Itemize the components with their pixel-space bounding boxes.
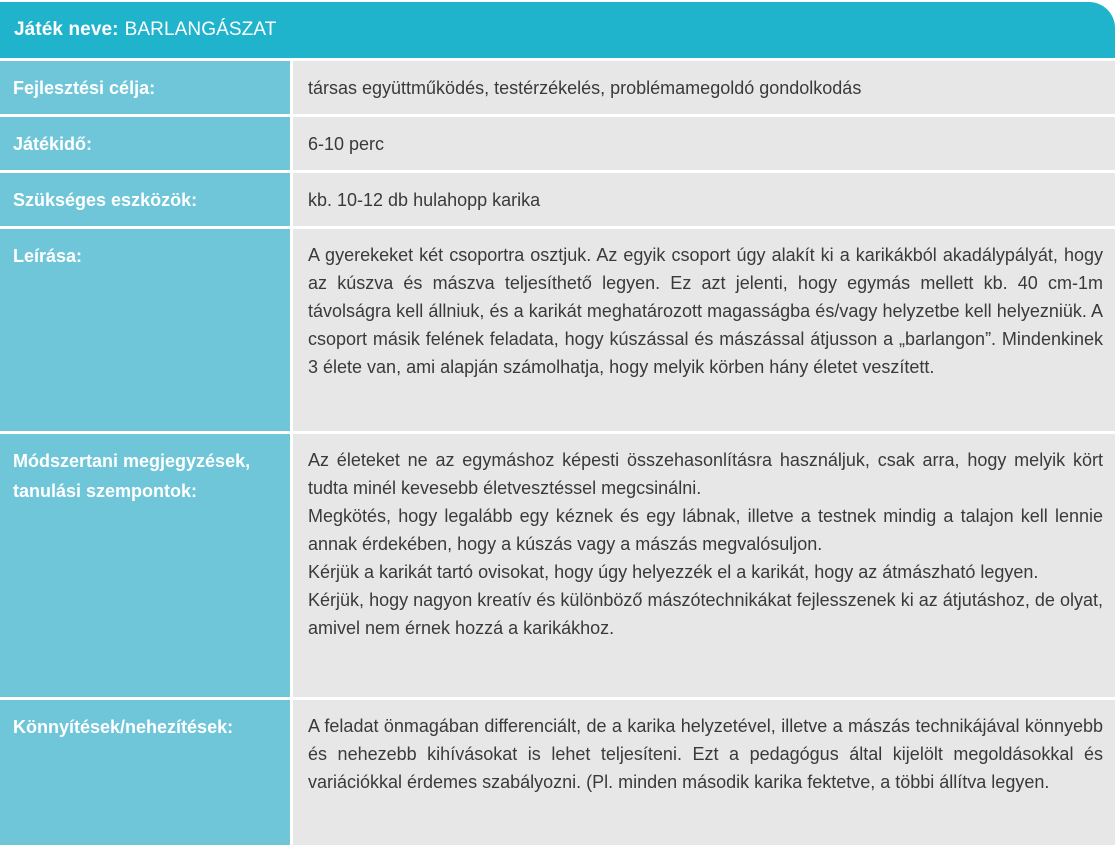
methodology-paragraph: Megkötés, hogy legalább egy kéznek és egy lábnak, illetve a testnek mindig a talajon kell lennie annak érdekében, hogy a kúszás vagy a mászás megvalósuljon. [308,506,1103,554]
methodology-paragraph: Kérjük a karikát tartó ovisokat, hogy úgy helyezzék el a karikát, hogy az átmászható legyen. [308,562,1039,582]
row-methodology [0,434,1115,697]
card-header [0,2,1115,58]
row-duration [0,117,1115,170]
row-duration-value: 6-10 perc [293,117,1115,170]
row-methodology-value [293,434,1115,697]
row-variations-label: Könnyítések/nehezítések: [0,700,290,845]
methodology-paragraph: Az életeket ne az egymáshoz képesti összehasonlításra használjuk, csak arra, hogy melyik kört tudta minél kevesebb életvesztéssel megcsinálni. [308,450,1103,498]
row-variations-value: A feladat önmagában differenciált, de a karika helyzetével, illetve a mászás technikájával könnyebb és nehezebb kihívásokat is lehet teljesíteni. Ezt a pedagógus által kijelölt megoldásokkal és variációkkal érdemes szabályozni. (Pl. minden második karika fektetve, a többi állítva legyen. [293,700,1115,845]
row-goal-label: Fejlesztési célja: [0,61,290,114]
game-name-label: Játék neve: [14,19,119,40]
row-tools-label: Szükséges eszközök: [0,173,290,226]
row-duration-label: Játékidő: [0,117,290,170]
row-variations [0,700,1115,845]
row-tools-value: kb. 10-12 db hulahopp karika [293,173,1115,226]
row-goal-value: társas együttműködés, testérzékelés, problémamegoldó gondolkodás [293,61,1115,114]
row-goal [0,61,1115,114]
row-description-value: A gyerekeket két csoportra osztjuk. Az egyik csoport úgy alakít ki a karikákból akadálypályát, hogy az kúszva és mászva teljesíthető legyen. Ez azt jelenti, hogy egymás mellett kb. 40 cm-1m távolságra kell állniuk, és a karikát meghatározott magasságba és/vagy helyzetbe kell helyezniük. A csoport másik felének feladata, hogy kúszással és mászással átjusson a „barlangon”. Mindenkinek 3 élete van, ami alapján számolhatja, hogy melyik körben hány életet veszített. [293,229,1115,431]
row-description-label: Leírása: [0,229,290,431]
row-tools [0,173,1115,226]
row-methodology-label: Módszertani megjegyzések, tanulási szempontok: [0,434,290,697]
game-name-title: BARLANGÁSZAT [124,19,277,40]
methodology-paragraph: Kérjük, hogy nagyon kreatív és különböző mászótechnikákat fejlesszenek ki az átjutáshoz, de olyat, amivel nem érnek hozzá a karikákhoz. [308,590,1103,638]
row-description [0,229,1115,431]
